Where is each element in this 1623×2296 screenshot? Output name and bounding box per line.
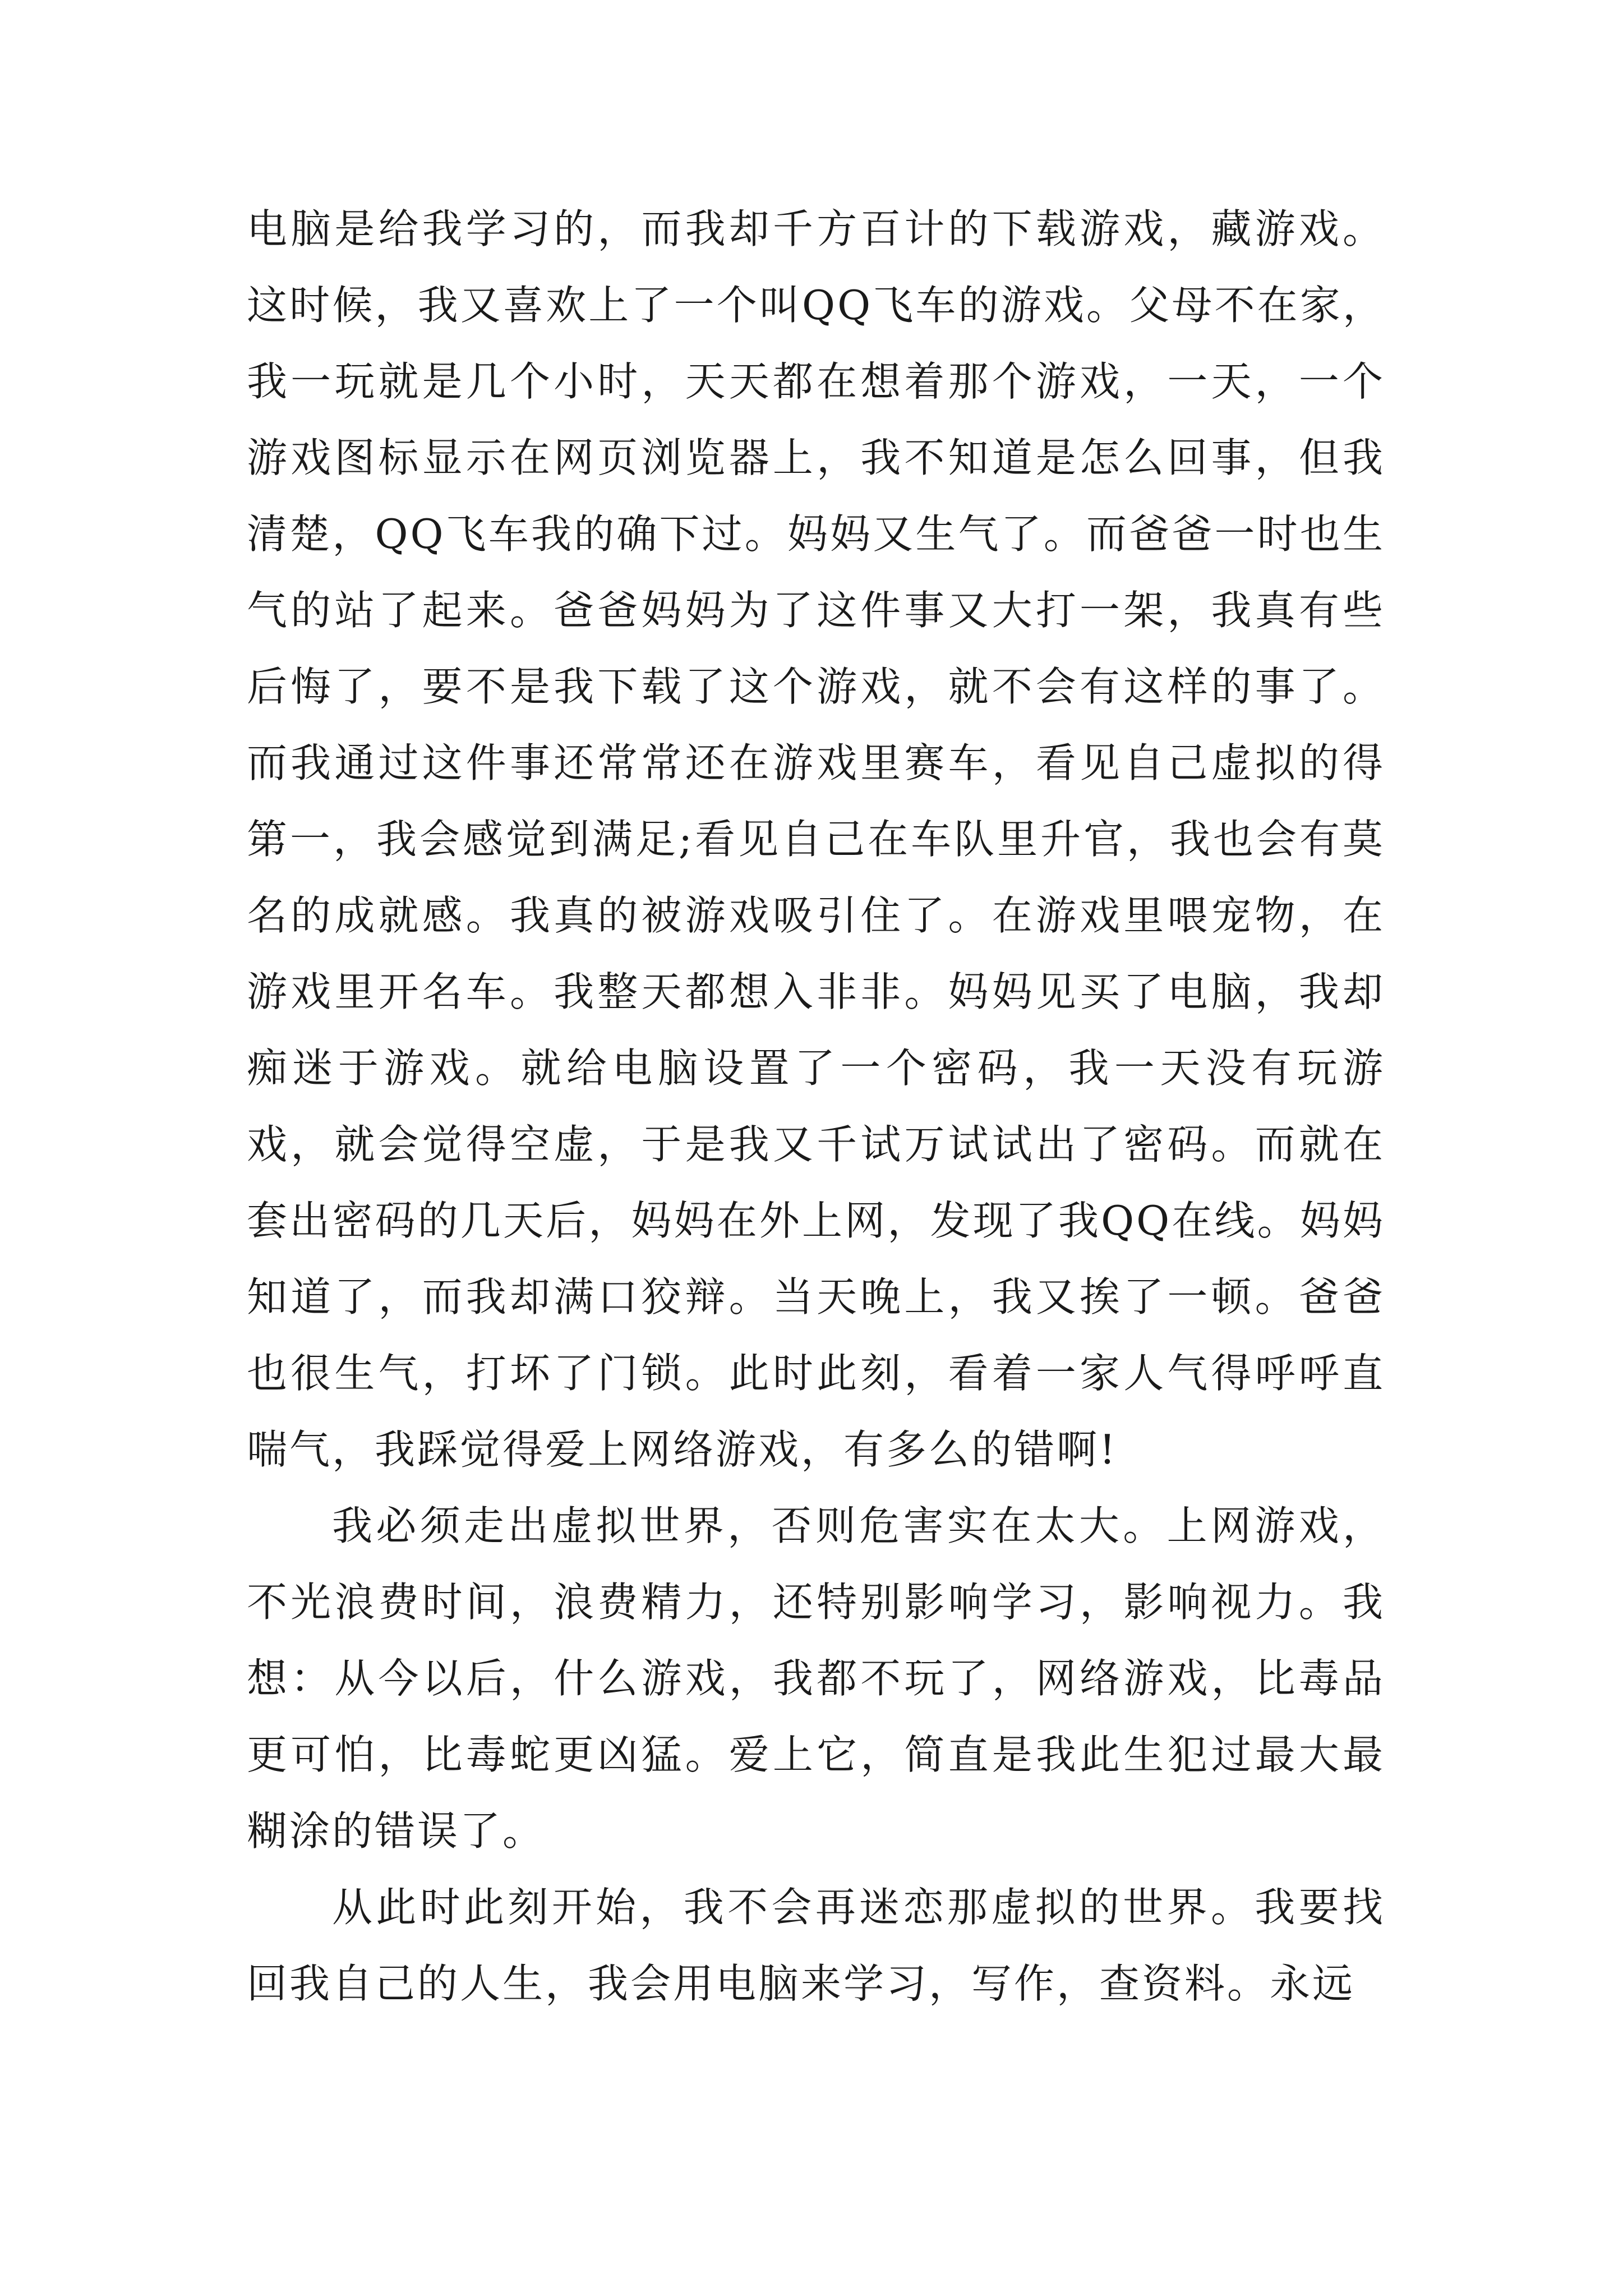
paragraph-2: 我必须走出虚拟世界，否则危害实在太大。上网游戏，不光浪费时间，浪费精力，还特别影响学习，影响视力。我想：从今以后，什么游戏，我都不玩了，网络游戏，比毒品更可怕，比毒蛇更凶猛。爱上它，简直是我此生犯过最大最糊涂的错误了。 <box>247 1502 1385 1855</box>
paragraph-1: 电脑是给我学习的，而我却千方百计的下载游戏，藏游戏。这时候，我又喜欢上了一个叫QQ飞车的游戏。父母不在家，我一玩就是几个小时，天天都在想着那个游戏，一天，一个游戏图标显示在网页浏览器上，我不知道是怎么回事，但我清楚，QQ飞车我的确下过。妈妈又生气了。而爸爸一时也生气的站了起来。爸爸妈妈为了这件事又大打一架，我真有些后悔了，要不是我下载了这个游戏，就不会有这样的事了。而我通过这件事还常常还在游戏里赛车，看见自己虚拟的得第一，我会感觉到满足;看见自己在车队里升官，我也会有莫名的成就感。我真的被游戏吸引住了。在游戏里喂宠物，在游戏里开名车。我整天都想入非非。妈妈见买了电脑，我却痴迷于游戏。就给电脑设置了一个密码，我一天没有玩游戏，就会觉得空虚，于是我又千试万试试出了密码。而就在套出密码的几天后，妈妈在外上网，发现了我QQ在线。妈妈知道了，而我却满口狡辩。当天晚上，我又挨了一顿。爸爸也很生气，打坏了门锁。此时此刻，看着一家人气得呼呼直喘气，我踩觉得爱上网络游戏，有多么的错啊! <box>247 205 1385 1473</box>
paragraph-3: 从此时此刻开始，我不会再迷恋那虚拟的世界。我要找回我自己的人生，我会用电脑来学习，写作，查资料。永远 <box>247 1884 1385 2007</box>
document-body <box>247 191 1385 2022</box>
